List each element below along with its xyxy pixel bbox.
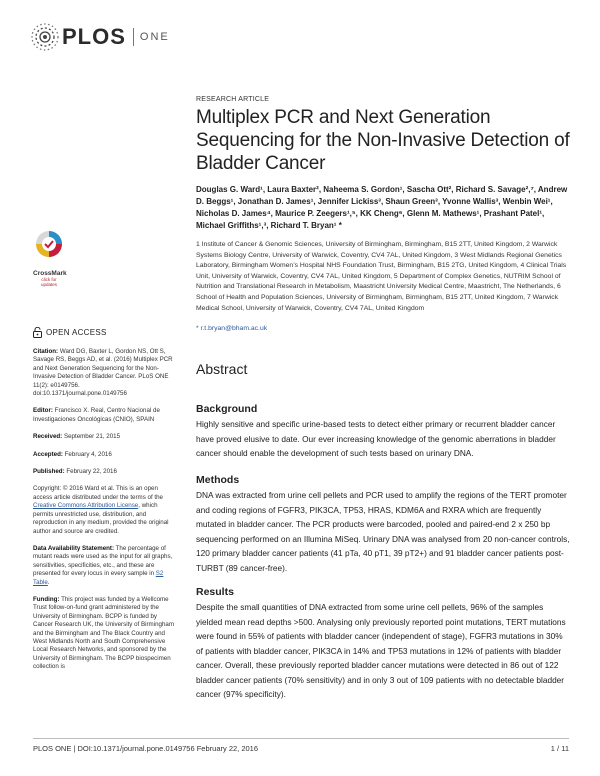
published-label: Published: [33, 468, 65, 476]
copyright-text: Copyright: © 2016 Ward et al. This is an open access article distributed under the terms of the [33, 485, 164, 501]
background-heading: Background [196, 403, 258, 415]
open-access-badge [33, 327, 107, 338]
copyright-text-end: , which permits unrestricted use, distribution, and reproduction in any medium, provided the original author and source are credited. [33, 502, 169, 535]
author-list: Douglas G. Ward¹, Laura Baxter², Naheema S. Gordon¹, Sascha Ott², Richard S. Savage²,⁷, Andrew D. Beggs¹, Jonathan D. James¹, Jennifer Lickiss³, Shaun Green³, Yvonne Wallis³, Wenbin Wei¹, Nicholas D. James⁴, Maurice P. Zeegers¹,⁵, KK Cheng⁶, Glenn M. Mathews¹, Prashant Patel¹, Michael Griffiths¹,³, Richard T. Bryan¹ * [196, 185, 568, 230]
data-availability-label: Data Availability Statement: [33, 544, 115, 552]
open-access-label: OPEN ACCESS [46, 328, 107, 337]
s2-table-link[interactable]: S2 Table [33, 570, 164, 586]
citation-block [33, 348, 175, 398]
methods-heading: Methods [196, 474, 240, 486]
journal-name: ONE [139, 31, 170, 43]
funding-label: Funding: [33, 595, 60, 603]
crossmark-icon [33, 228, 65, 264]
article-metadata-sidebar [33, 348, 175, 681]
plos-wordmark: PLOS [62, 24, 126, 49]
accepted-label: Accepted: [33, 450, 63, 458]
funding-block [33, 596, 175, 672]
data-availability-end: . [47, 578, 50, 586]
published-date: February 22, 2016 [66, 468, 117, 476]
crossmark-sublabel: click for updates [40, 277, 57, 287]
footer-citation: PLOS ONE | DOI:10.1371/journal.pone.0149756 February 22, 2016 [33, 744, 259, 753]
received-block [33, 433, 175, 441]
copyright-block [33, 485, 175, 535]
results-heading: Results [196, 586, 234, 598]
accepted-block [33, 451, 175, 459]
editor-text: Francisco X. Real, Centro Nacional de Investigaciones Oncológicas (CNIO), SPAIN [33, 407, 160, 423]
editor-label: Editor: [33, 407, 53, 415]
data-availability-block [33, 545, 175, 587]
page-number: 1 / 11 [550, 744, 569, 753]
crossmark-badge[interactable] [33, 228, 65, 287]
logo-divider [133, 28, 134, 46]
corresponding-email-link[interactable]: * r.t.bryan@bham.ac.uk [196, 325, 268, 332]
abstract-heading: Abstract [196, 361, 248, 377]
plos-logo[interactable] [30, 22, 170, 52]
article-type: RESEARCH ARTICLE [196, 96, 270, 103]
published-block [33, 468, 175, 476]
editor-block [33, 407, 175, 424]
footer-rule [33, 738, 569, 739]
received-label: Received: [33, 433, 63, 441]
citation-label: Citation: [33, 348, 59, 355]
results-paragraph: Despite the small quantities of DNA extracted from some urine cell pellets, 96% of the samples yielded mean read depths >500. Analysing only previously reported point mutations, TERT mutations were found in 55% of patients with bladder cancer (independent of stage), FGFR3 mutations in 30% of patients with bladder cancer, PIK3CA in 14% and TP53 mutations in 12% of patients with bladder cancer. Overall, these previously reported bladder cancer mutations were detected in 86 out of 122 bladder cancer patients (70% sensitivity) and in only 3 out of 109 patients with no detectable bladder cancer (97% specificity). [196, 602, 566, 699]
plos-emblem-icon [30, 22, 60, 52]
methods-paragraph: DNA was extracted from urine cell pellets and PCR used to amplify the regions of the TERT promoter and coding regions of FGFR3, PIK3CA, TP53, HRAS, KDM6A and RXRA which are frequently mutated in bladder cancer. The PCR products were barcoded, pooled and paired-end 2 x 250 bp sequencing performed on an Illumina MiSeq. Urinary DNA was analysed from 20 non-cancer controls, 120 primary bladder cancer patients (41 pTa, 40 pT1, 39 pT2+) and 91 bladder cancer patients post-TURBT (89 cancer-free). [196, 490, 570, 573]
open-lock-icon [33, 327, 42, 338]
journal-header [30, 22, 570, 52]
accepted-date: February 4, 2016 [64, 450, 112, 458]
received-date: September 21, 2015 [63, 433, 121, 441]
background-paragraph: Highly sensitive and specific urine-based tests to detect either primary or recurrent bladder cancer have proved elusive to date. Our ever increasing knowledge of the genomic aberrations in bladder cancer should enable the development of such tests based on urinary DNA. [196, 419, 556, 458]
affiliations: 1 Institute of Cancer & Genomic Sciences, University of Birmingham, Birmingham, B15 2TT, United Kingdom, 2 Warwick Systems Biology Centre, University of Warwick, Coventry, CV4 7AL, United Kingdom, 3 West Midlands Regional Genetics Laboratory, Birmingham Women’s Hospital NHS Foundation Trust, Birmingham, B15 2TG, United Kingdom, 4 Clinical Trials Unit, University of Warwick, Coventry, CV4 7AL, United Kingdom, 5 Department of Complex Genetics, NUTRIM School of Nutrition and Translational Research in Metabolism, Maastricht University Medical Centre, Maastricht, The Netherlands, 6 School of Health and Population Sciences, University of Birmingham, Birmingham, B15 2TT, United Kingdom, 7 Warwick Medical School, University of Warwick, Coventry, CV4 7AL, United Kingdom [196, 241, 567, 312]
data-availability-text: The percentage of mutant reads were used as the input for all graphs, sensitivities, specificities, etc., and these are presented for every locus in every sample in [33, 544, 173, 578]
license-link[interactable]: Creative Commons Attribution License [33, 502, 139, 510]
crossmark-label: CrossMark [33, 270, 67, 277]
citation-text: Ward DG, Baxter L, Gordon NS, Ott S, Savage RS, Beggs AD, et al. (2016) Multiplex PCR and Next Generation Sequencing for the Non-Invasive Detection of Bladder Cancer. PLoS ONE 11(2): e0149756. doi:10.1371/journal.pone.0149756 [33, 348, 173, 398]
funding-text: This project was funded by a Wellcome Trust follow-on-fund grant administered by the University of Birmingham. BCPP is funded by Cancer Research UK, the University of Birmingham and the Birmingham and The Black Country and West Midlands North and South Comprehensive Local Research Networks, and sponsored by the University of Birmingham. The BCPP biospecimen collection is [33, 595, 174, 671]
article-title: Multiplex PCR and Next Generation Sequencing for the Non-Invasive Detection of Bladder Cancer [196, 107, 570, 174]
